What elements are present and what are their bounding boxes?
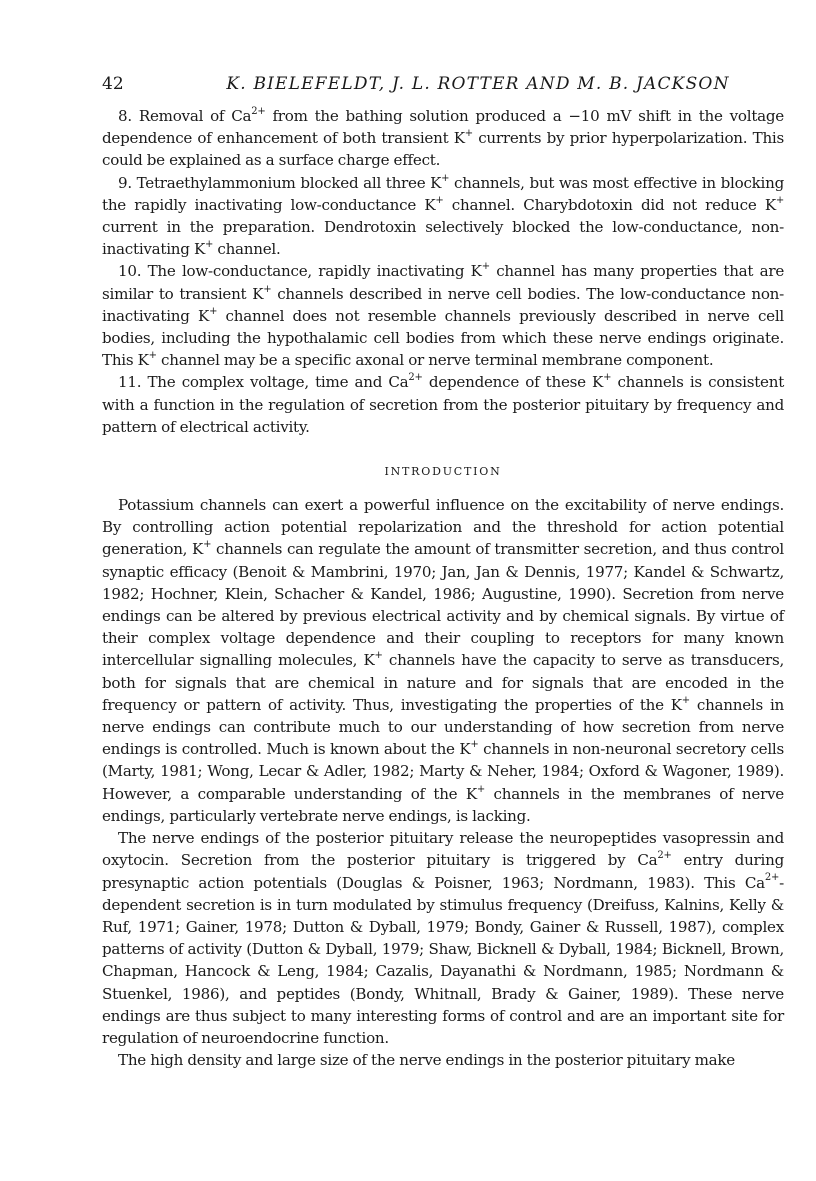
superscript: + [603, 372, 612, 384]
intro-paragraph [102, 494, 784, 827]
summary-item [102, 105, 784, 172]
intro-paragraph [102, 827, 784, 1049]
summary-items [102, 105, 784, 438]
text-run: from the bathing solution produced a −10 mV shift in the voltage dependence of enhancement of both transient K [102, 107, 784, 148]
intro-paragraph [102, 1049, 784, 1071]
superscript: 2+ [408, 372, 423, 384]
text-run: 10. The low-conductance, rapidly inactivating K [118, 262, 482, 281]
section-heading: INTRODUCTION [384, 465, 502, 479]
text-run: channels described in nerve cell bodies. The low-conductance non-inactivating K [102, 284, 784, 325]
text-run: channel has many properties that are similar to transient K [102, 262, 784, 303]
text-run: channel may be a specific axonal or nerve terminal membrane component. [156, 351, 714, 370]
text-run: channels can regulate the amount of transmitter secretion, and thus control synaptic efficacy (Benoit & Mambrini, 1970; Jan, Jan & Dennis, 1977; Kandel & Schwartz, 1982; Hochner, Klein, Schacher & Kandel, 1986; Augustine, 1990). Secretion from nerve endings can be altered by previous electrical activity and by chemical signals. By virtue of their complex voltage dependence and their coupling to receptors for many known intercellular signalling molecules, K [102, 540, 784, 670]
text-run: The high density and large size of the nerve endings in the posterior pituitary make [118, 1051, 735, 1070]
introduction-paragraphs [102, 494, 784, 1071]
summary-item [102, 172, 784, 261]
page-header [102, 74, 784, 98]
text-run: channels have the capacity to serve as transducers, both for signals that are chemical in nature and for signals that are encoded in the frequency or pattern of activity. Thus, investigating the properties of the K [102, 651, 785, 714]
superscript: + [263, 283, 272, 295]
text-run: channel. [213, 240, 281, 259]
text-run: channels is consistent with a function in the regulation of secretion from the posterior pituitary by frequency and pattern of electrical activity. [102, 373, 785, 436]
running-head: K. BIELEFELDT, J. L. ROTTER AND M. B. JACKSON [226, 74, 730, 94]
text-run: current in the preparation. Dendrotoxin selectively blocked the low-conductance, non-inactivating K [102, 218, 784, 259]
superscript: + [203, 539, 212, 551]
text-run: channel does not resemble channels previously described in nerve cell bodies, including the hypothalamic cell bodies from which these nerve endings originate. This K [102, 306, 784, 370]
text-run: Potassium channels can exert a powerful influence on the excitability of nerve endings. By controlling action potential repolarization and the threshold for action potential generation, K [102, 496, 784, 559]
text-run: channels in non-neuronal secretory cells (Marty, 1981; Wong, Lecar & Adler, 1982; Marty & Neher, 1984; Oxford & Wagoner, 1989). However, a comparable understanding of the K [102, 740, 784, 803]
superscript: + [775, 194, 784, 206]
text-run: channels in the membranes of nerve endings, particularly vertebrate nerve endings, is lacking. [102, 784, 784, 825]
superscript: + [209, 305, 218, 317]
text-run: 9. Tetraethylammonium blocked all three K [118, 173, 442, 192]
text-run: dependence of these K [422, 373, 604, 392]
superscript: 2+ [251, 105, 266, 117]
text-run: channels, but was most effective in blocking the rapidly inactivating low-conductance K [102, 173, 784, 214]
superscript: + [441, 172, 450, 184]
superscript: + [681, 694, 690, 706]
superscript: 2+ [764, 872, 780, 884]
superscript: + [148, 350, 157, 362]
superscript: + [204, 239, 214, 251]
page-number: 42 [102, 74, 124, 94]
body-text [102, 105, 784, 1071]
summary-item [102, 371, 784, 438]
superscript: + [481, 261, 490, 273]
text-run: -dependent secretion is in turn modulated by stimulus frequency (Dreifuss, Kalnins, Kelly & Ruf, 1971; Gainer, 1978; Dutton & Dyball, 1979; Bondy, Gainer & Russell, 1987), complex patterns of activity (Dutton & Dyball, 1979; Shaw, Bicknell & Dyball, 1984; Bicknell, Brown, Chapman, Hancock & Leng, 1984; Cazalis, Dayanathi & Nordmann, 1985; Nordmann & Stuenkel, 1986), and peptides (Bondy, Whitnall, Brady & Gainer, 1989). These nerve endings are thus subject to many interesting forms of control and are an important site for regulation of neuroendocrine function. [102, 873, 784, 1047]
text-run: 8. Removal of Ca [118, 107, 252, 125]
superscript: + [464, 128, 473, 140]
text-run: channel. Charybdotoxin did not reduce K [443, 195, 776, 214]
superscript: + [470, 739, 479, 751]
text-run: entry during presynaptic action potentials (Douglas & Poisner, 1963; Nordmann, 1983). This Ca [102, 851, 784, 892]
text-run: The nerve endings of the posterior pituitary release the neuropeptides vasopressin and oxytocin. Secretion from the posterior pituitary is triggered by Ca [102, 829, 784, 870]
superscript: + [374, 650, 383, 662]
superscript: 2+ [657, 850, 672, 862]
text-run: currents by prior hyperpolarization. This could be explained as a surface charge effect. [102, 129, 784, 170]
superscript: + [435, 194, 444, 206]
text-run: 11. The complex voltage, time and Ca [118, 373, 409, 392]
superscript: + [476, 783, 486, 795]
text-run: channels in nerve endings can contribute much to our understanding of how secretion from nerve endings is controlled. Much is known about the K [102, 695, 784, 759]
summary-item [102, 260, 784, 371]
